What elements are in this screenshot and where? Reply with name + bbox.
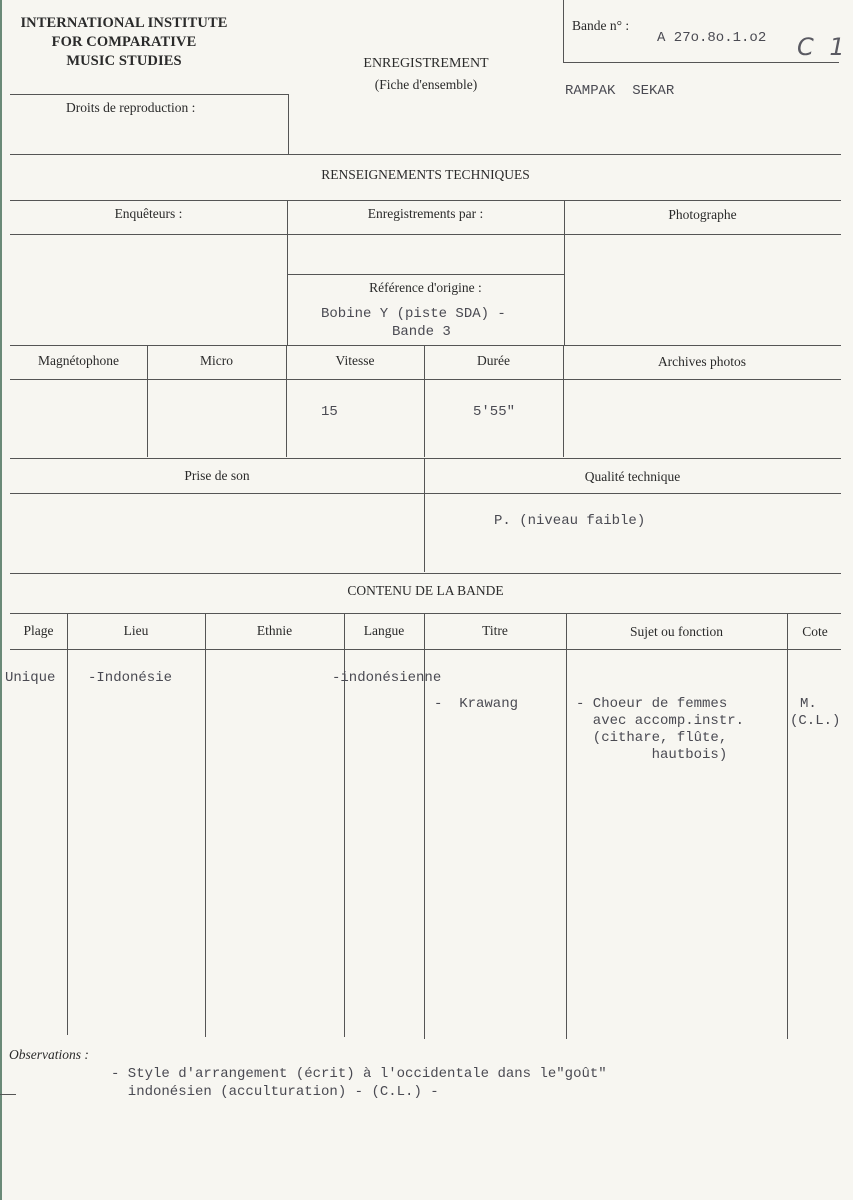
quality-label: Qualité technique bbox=[584, 469, 681, 484]
technical-section-title: RENSEIGNEMENTS TECHNIQUES bbox=[321, 167, 530, 182]
photo-archives-label: Archives photos bbox=[657, 354, 747, 369]
form-title: ENREGISTREMENT bbox=[363, 56, 489, 71]
rights-box-right bbox=[288, 94, 289, 154]
content-col-1 bbox=[67, 613, 68, 1035]
tech-rule-1 bbox=[10, 200, 841, 201]
band-label: Bande n° : bbox=[572, 18, 630, 33]
band-number: A 27o.8o.1.o2 bbox=[657, 30, 767, 46]
observations-label: Observations : bbox=[9, 1047, 89, 1062]
content-rule-1 bbox=[10, 613, 841, 614]
rights-box-top bbox=[10, 94, 288, 95]
tech-rule-5 bbox=[10, 458, 841, 459]
row-cote-line-2: (C.L.) bbox=[790, 713, 841, 729]
sound-capture-label: Prise de son bbox=[184, 468, 250, 483]
origin-ref-rule bbox=[287, 274, 564, 275]
institute-line-3: MUSIC STUDIES bbox=[66, 53, 182, 69]
row-lieu: -Indonésie bbox=[88, 670, 173, 686]
rights-label: Droits de reproduction : bbox=[66, 100, 196, 115]
observations-line-2: indonésien (acculturation) - (C.L.) - bbox=[111, 1084, 439, 1100]
origin-ref-label: Référence d'origine : bbox=[369, 280, 482, 295]
tech-rule-4 bbox=[10, 379, 841, 380]
row-sujet-line-2: avec accomp.instr. bbox=[576, 713, 745, 729]
speed-label: Vitesse bbox=[335, 353, 375, 368]
content-rule-2 bbox=[10, 649, 841, 650]
observations-margin-mark bbox=[0, 1094, 16, 1095]
form-subtitle: (Fiche d'ensemble) bbox=[374, 77, 478, 92]
row-sujet-line-1: - Choeur de femmes bbox=[576, 696, 728, 712]
row-plage: Unique bbox=[5, 670, 56, 686]
content-section-title: CONTENU DE LA BANDE bbox=[347, 583, 504, 598]
content-col-2 bbox=[205, 613, 206, 1037]
micro-label: Micro bbox=[200, 353, 233, 368]
institute-line-1: INTERNATIONAL INSTITUTE bbox=[20, 15, 228, 31]
content-col-6 bbox=[787, 613, 788, 1039]
col-header-sujet: Sujet ou fonction bbox=[630, 624, 723, 639]
speed-value: 15 bbox=[321, 404, 338, 420]
row-titre: - Krawang bbox=[434, 696, 519, 712]
tech-rule-2 bbox=[10, 234, 841, 235]
institute-line-2: FOR COMPARATIVE bbox=[51, 34, 197, 50]
col-header-langue: Langue bbox=[363, 623, 405, 638]
col-header-plage: Plage bbox=[23, 623, 54, 638]
institute-name bbox=[8, 14, 240, 71]
tech-rule-3 bbox=[10, 345, 841, 346]
tech-rule-7 bbox=[10, 573, 841, 574]
duration-label: Durée bbox=[477, 353, 510, 368]
content-col-5 bbox=[566, 613, 567, 1039]
origin-ref-line-2: Bande 3 bbox=[392, 324, 451, 340]
header-bottom-rule bbox=[10, 154, 841, 155]
photographer-label: Photographe bbox=[668, 207, 737, 222]
ensemble-name: RAMPAK SEKAR bbox=[565, 83, 675, 99]
page-edge bbox=[0, 0, 2, 1200]
row-cote-line-1: M. bbox=[800, 696, 817, 712]
band-handwritten: C 1 bbox=[797, 33, 849, 61]
observations-line-1: - Style d'arrangement (écrit) à l'occidentale dans le"goût" bbox=[111, 1066, 607, 1082]
quality-value: P. (niveau faible) bbox=[494, 513, 646, 529]
origin-ref-line-1: Bobine Y (piste SDA) - bbox=[321, 306, 506, 322]
duration-value: 5'55" bbox=[473, 404, 516, 420]
investigators-label: Enquêteurs : bbox=[114, 206, 183, 221]
band-box-bottom bbox=[563, 62, 839, 63]
row-langue: -indonésienne bbox=[332, 670, 442, 686]
row-sujet-line-4: hautbois) bbox=[576, 747, 728, 763]
col-header-titre: Titre bbox=[482, 623, 508, 638]
band-box-left bbox=[563, 0, 564, 62]
col-header-cote: Cote bbox=[802, 624, 828, 639]
recorder-label: Magnétophone bbox=[38, 353, 119, 368]
col-header-lieu: Lieu bbox=[123, 623, 149, 638]
row-sujet-line-3: (cithare, flûte, bbox=[576, 730, 728, 746]
recordings-by-label: Enregistrements par : bbox=[367, 206, 484, 221]
tech-rule-6 bbox=[10, 493, 841, 494]
col-header-ethnie: Ethnie bbox=[256, 623, 293, 638]
